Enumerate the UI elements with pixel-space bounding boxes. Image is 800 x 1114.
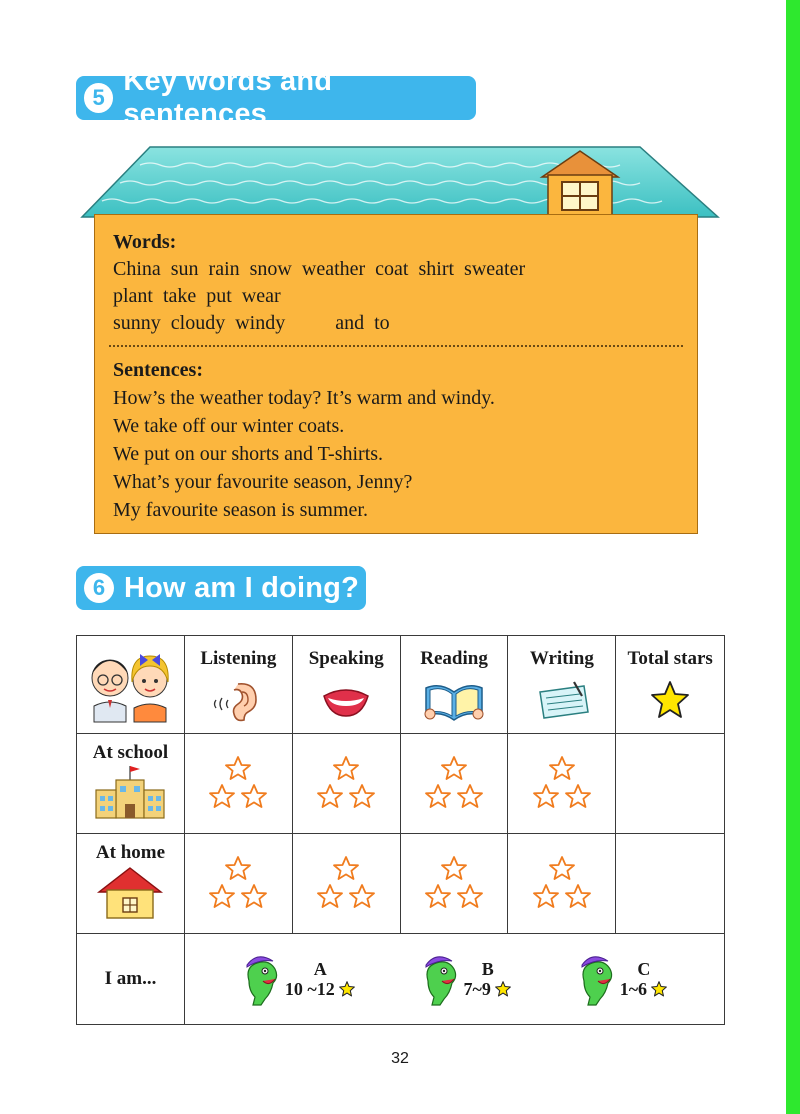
rating-b-grade: B — [481, 959, 494, 979]
key-words-box — [94, 214, 698, 534]
row-header-at-home — [77, 834, 185, 934]
table-row-at-home — [77, 834, 725, 934]
cell-school-speaking — [292, 734, 400, 834]
dinosaur-mascot-icon — [420, 951, 460, 1007]
three-stars-icon — [206, 854, 270, 914]
section-5-tab — [76, 65, 476, 130]
children-icon — [80, 636, 180, 726]
section-6-title: How am I doing? — [124, 571, 359, 604]
column-label-total-stars: Total stars — [627, 648, 713, 669]
sentences-heading: Sentences: — [113, 359, 203, 381]
column-label-writing: Writing — [529, 648, 594, 669]
three-stars-icon — [314, 754, 378, 814]
column-label-listening: Listening — [200, 648, 277, 669]
header-listening — [184, 636, 292, 734]
three-stars-icon — [530, 754, 594, 814]
sentence-1: How’s the weather today? It’s warm and windy. — [113, 387, 495, 409]
three-stars-icon — [206, 754, 270, 814]
dinosaur-mascot-icon — [576, 951, 616, 1007]
page-number: 32 — [391, 1050, 409, 1067]
yellow-star-icon — [650, 980, 668, 998]
rating-b-range: 7~9 — [463, 979, 491, 999]
rating-c — [576, 951, 668, 1007]
header-reading — [400, 636, 508, 734]
yellow-star-icon — [338, 980, 356, 998]
rating-b — [420, 951, 512, 1007]
table-header-row — [77, 636, 725, 734]
rating-key — [185, 934, 724, 1024]
sentence-2: We take off our winter coats. — [113, 415, 345, 437]
section-5-number: 5 — [84, 83, 113, 113]
dotted-divider — [109, 345, 683, 347]
header-total-stars — [616, 636, 725, 734]
book-icon — [422, 678, 486, 722]
words-line-2: plant take put wear — [113, 285, 281, 307]
cell-school-reading — [400, 734, 508, 834]
dinosaur-mascot-icon — [241, 951, 281, 1007]
row-label-at-home: At home — [95, 842, 166, 863]
three-stars-icon — [314, 854, 378, 914]
cell-school-listening — [184, 734, 292, 834]
rating-c-grade: C — [637, 959, 651, 979]
three-stars-icon — [422, 854, 486, 914]
rating-c-range: 1~6 — [619, 979, 648, 999]
section-6-tab — [76, 566, 366, 610]
cell-school-total — [616, 734, 725, 834]
rating-a-range: 10 ~12 — [284, 979, 335, 999]
cell-home-writing — [508, 834, 616, 934]
house-icon — [95, 864, 165, 920]
yellow-star-icon — [494, 980, 512, 998]
row-label-at-school: At school — [92, 742, 169, 763]
words-heading: Words: — [113, 231, 177, 253]
green-page-edge — [786, 0, 800, 1114]
column-label-speaking: Speaking — [308, 648, 384, 669]
column-label-reading: Reading — [420, 648, 488, 669]
header-speaking — [292, 636, 400, 734]
ear-icon — [208, 678, 268, 722]
mouth-icon — [316, 678, 376, 722]
cell-home-reading — [400, 834, 508, 934]
cell-school-writing — [508, 734, 616, 834]
cell-home-listening — [184, 834, 292, 934]
row-header-at-school — [77, 734, 185, 834]
three-stars-icon — [530, 854, 594, 914]
words-line-1: China sun rain snow weather coat shirt sweater — [113, 258, 526, 280]
words-line-3: sunny cloudy windy and to — [113, 312, 390, 334]
self-assessment-table — [76, 635, 725, 1025]
three-stars-icon — [422, 754, 486, 814]
children-picture-cell — [77, 636, 185, 734]
rating-a — [241, 951, 356, 1007]
school-building-icon — [90, 764, 170, 820]
star-icon — [648, 678, 692, 722]
cell-home-total — [616, 834, 725, 934]
i-am-label: I am... — [77, 934, 185, 1025]
rating-a-grade: A — [313, 959, 327, 979]
cell-home-speaking — [292, 834, 400, 934]
section-5-title: Key words and sentences — [123, 65, 333, 130]
sentence-4: What’s your favourite season, Jenny? — [113, 471, 413, 493]
table-row-at-school — [77, 734, 725, 834]
section-6-number: 6 — [84, 573, 114, 603]
sentence-3: We put on our shorts and T-shirts. — [113, 443, 384, 465]
sentence-5: My favourite season is summer. — [113, 499, 368, 521]
notebook-icon — [530, 678, 594, 722]
rating-key-cell — [184, 934, 724, 1025]
table-row-i-am — [77, 934, 725, 1025]
header-writing — [508, 636, 616, 734]
roof-illustration — [80, 145, 720, 225]
